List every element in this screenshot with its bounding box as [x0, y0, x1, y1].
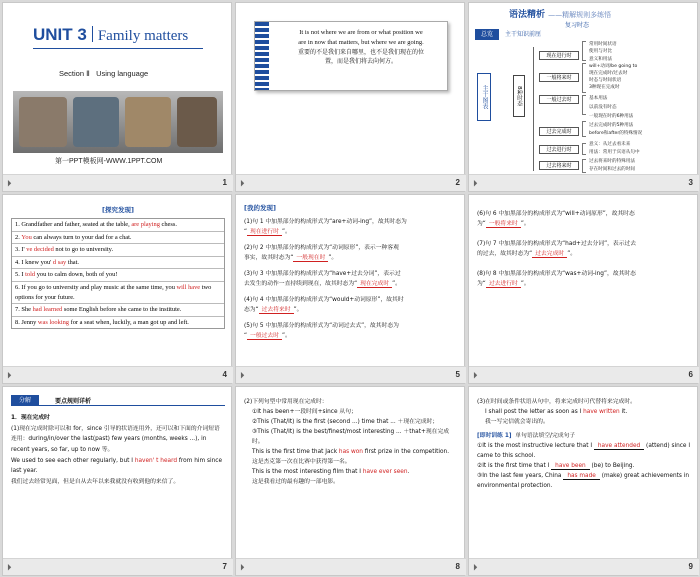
- slide-heading: 复习时态: [565, 22, 590, 29]
- slide-content: [3, 3, 233, 176]
- tree-leaf: 过去将来时的特殊用法: [589, 159, 635, 164]
- tree-node: 一般过去时: [539, 95, 579, 104]
- slide-play-icon[interactable]: ⏵: [7, 370, 12, 380]
- tense-count-label: 8种时态: [513, 75, 525, 117]
- tree-brace: [582, 95, 586, 115]
- slide-content: [469, 195, 699, 368]
- tree-node: 过去将来时: [539, 161, 579, 170]
- tree-brace: [582, 41, 586, 61]
- tree-leaf: 使用与对比: [589, 49, 612, 54]
- question-5: (5)句 5 中加黑部分的构成形式为“动词过去式”，故其时态为 “ 一般过去时 ”。: [244, 323, 399, 339]
- section-body: 1．现在完成时 (1)现在完成时除可以和 for，since 引导的状语连用外，还可以和下面的介词短语连用：during/in/over the last(past) few years (months, weeks ...), in recent years, so far, up to now 等。 We used to see each other regularly, but I haven' t heard from him since last year. 我们过去经常见面，但是自从去年以来我就没有收到他的来信了。: [11, 415, 223, 486]
- question-7: (7)句 7 中加黑部分的构成形式为“had+过去分词”，表示过去 的过去，故其时态为“ 过去完成时 ”。: [477, 241, 637, 257]
- slide-content: [3, 387, 233, 560]
- list-item: 3. I' ve decided not to go to university.: [12, 244, 224, 257]
- section-title: 要点规则详析: [55, 398, 92, 405]
- slide-number: 1: [222, 178, 227, 187]
- tree-brace: [582, 143, 586, 155]
- slide-thumbnail-7[interactable]: [2, 386, 232, 576]
- slide-heading: [我的发现]: [244, 204, 276, 212]
- question-1: (1)句 1 中加黑部分的构成形式为“are+动词-ing”，故其时态为 “ 现在进行时 ”。: [244, 219, 407, 235]
- list-item: 2. You can always turn to your dad for a chat.: [12, 232, 224, 245]
- slide-number: 4: [222, 370, 227, 379]
- overview-tag: 总览: [475, 29, 499, 40]
- slide-footer: [236, 174, 466, 191]
- side-label: 主干图表: [477, 73, 491, 121]
- watermark-caption: 第一PPT模板网-WWW.1PPT.COM: [55, 158, 163, 165]
- tree-brace: [582, 159, 586, 173]
- quote-text: It is not where we are from or what position we are in now that matters, but where we are going. 重要的不是我们来自哪里，也不是我们现在的位 置，而是我们将去向何方。: [297, 29, 424, 66]
- unit-label: UNIT 3: [33, 25, 87, 44]
- tree-node: 过去完成时: [539, 127, 579, 136]
- family-photo: [13, 91, 223, 153]
- slide-play-icon[interactable]: ⏵: [473, 370, 478, 380]
- tree-leaf: 存在时间和过去的时间: [589, 167, 635, 172]
- slide-content: [236, 3, 466, 176]
- slide-content: [236, 387, 466, 560]
- tree-brace: [582, 63, 586, 93]
- tree-node: 一般将来时: [539, 73, 579, 82]
- unit-subtitle: Family matters: [97, 28, 189, 44]
- slide-thumbnail-2[interactable]: [235, 2, 465, 192]
- tree-leaf: 一般现在时的6种用法: [589, 114, 634, 119]
- question-4: (4)句 4 中加黑部分的构成形式为“would+动词原形”，故其时 态为“ 过去将来时 ”。: [244, 297, 404, 313]
- slide-number: 5: [455, 370, 460, 379]
- decorative-stripe: [255, 22, 269, 90]
- slide-footer: [3, 366, 233, 383]
- slide-play-icon[interactable]: ⏵: [240, 370, 245, 380]
- example-list: [11, 218, 225, 329]
- section-body: (2)下列句型中常用现在完成时： ①It has been+一段时间+since 从句； ②This (That/It) is the first (second ...) time that ... ＋现在完成时； ③This (That/It) is the best/finest/most interesting ... ＋that+现在完成时。 This is the first time that Jack has won first prize in the competition. 这是杰克第一次在比赛中获得第一名。 This is the most interesting film that I have ever seen. 这是我看过的最有趣的一部电影。: [244, 399, 450, 485]
- slide-footer: [236, 558, 466, 575]
- title-divider: [33, 48, 203, 49]
- slide-footer: [469, 366, 699, 383]
- question-6: (6)句 6 中加黑部分的构成形式为“will+动词原形”，故其时态 为“ 一般将来时 ”。: [477, 211, 635, 227]
- slide-play-icon[interactable]: ⏵: [473, 178, 478, 188]
- question-3: (3)句 3 中加黑部分的构成形式为“have+过去分词”，表示过 去发生的动作一直持续到现在，故其时态为“ 现在完成时 ”。: [244, 271, 401, 287]
- tree-node: 现在进行时: [539, 51, 579, 60]
- tree-leaf: 常用时间状语: [589, 42, 617, 47]
- slide-footer: [469, 558, 699, 575]
- slide-play-icon[interactable]: ⏵: [7, 178, 12, 188]
- question-2: (2)句 2 中加黑部分的构成形式为“动词原形”，表示一种客观 事实，故其时态为“ 一般现在时 ”。: [244, 245, 399, 261]
- slide-title: [33, 25, 188, 45]
- slide-play-icon[interactable]: ⏵: [240, 562, 245, 572]
- tree-leaf: 时态与时间状语: [589, 78, 622, 83]
- slide-number: 2: [455, 178, 460, 187]
- slide-footer: [3, 558, 233, 575]
- section-header: [11, 395, 225, 406]
- slide-thumbnail-6[interactable]: [468, 194, 698, 384]
- tree-leaf: before和after的特殊情况: [589, 131, 643, 136]
- slide-thumbnail-5[interactable]: [235, 194, 465, 384]
- section-label: Section Ⅱ Using language: [59, 69, 149, 78]
- quote-box: [254, 21, 448, 91]
- question-8: (8)句 8 中加黑部分的构成形式为“was+动词-ing”，故其时态 为“ 过去进行时 ”。: [477, 271, 636, 287]
- slide-footer: [3, 174, 233, 191]
- list-item: 6. If you go to university and play music at the same time, you will have two options for your future.: [12, 282, 224, 304]
- list-item: 4. I knew you' d say that.: [12, 257, 224, 270]
- tree-brace: [582, 121, 586, 137]
- tree-leaf: 基本用法: [589, 96, 608, 101]
- slide-number: 7: [222, 562, 227, 571]
- tree-leaf: will+动词/be going to: [589, 64, 638, 69]
- tree-leaf: 意义和用法: [589, 57, 612, 62]
- tree-leaf: 过去完成时的5种用法: [589, 123, 634, 128]
- slide-title: 语法精析 ——精解规则多练悟: [509, 10, 612, 20]
- list-item: 8. Jenny was looking for a seat when, luckily, a man got up and left.: [15, 318, 189, 326]
- list-item: 5. I told you to calm down, both of you!: [12, 269, 224, 282]
- slide-thumbnail-4[interactable]: [2, 194, 232, 384]
- list-item: 1. Grandfather and father, seated at the table, are playing chess.: [12, 219, 224, 232]
- tree-line: [533, 47, 534, 171]
- tree-node: 过去进行时: [539, 145, 579, 154]
- slide-thumbnail-8[interactable]: [235, 386, 465, 576]
- slide-number: 6: [688, 370, 693, 379]
- slide-play-icon[interactable]: ⏵: [473, 562, 478, 572]
- slide-number: 8: [455, 562, 460, 571]
- tree-leaf: 3种现在完成时: [589, 85, 620, 90]
- slide-content: [236, 195, 466, 368]
- slide-content: [3, 195, 233, 368]
- slide-content: [469, 387, 699, 560]
- slide-play-icon[interactable]: ⏵: [7, 562, 12, 572]
- tree-leaf: 现在完成时/过去时: [589, 71, 628, 76]
- slide-footer: [469, 174, 699, 191]
- list-item: 7. She had learned some English before she came to the institute.: [12, 304, 224, 317]
- slide-thumbnail-3[interactable]: [468, 2, 698, 192]
- section-tag: 分解: [11, 395, 39, 406]
- slide-play-icon[interactable]: ⏵: [240, 178, 245, 188]
- tree-leaf: 意义：从过去看未来: [589, 142, 631, 147]
- section-body: (3)在时间或条件状语从句中，将来完成时可代替将来完成时。 I shall post the letter as soon as I have written it. 我一写完信就会寄出的。 [即时训练 1] 单句语法填空/完成句子 ①It is the most instructive lecture that I have attended (attend) since I came to this school. ②It is the first time that I have been (be) to Beijing. ③In the last few years, China has made (make) great achievements in environmental protection.: [477, 399, 691, 489]
- tree-leaf: 用法：常用于宾语从句中: [589, 150, 640, 155]
- slide-content: [469, 3, 699, 176]
- tree-leaf: 以前没有时态: [589, 105, 617, 110]
- slide-footer: [236, 366, 466, 383]
- slide-thumbnail-1[interactable]: [2, 2, 232, 192]
- slide-heading: [探究发现]: [102, 206, 134, 214]
- overview-text: 主干知识前厘: [505, 31, 542, 38]
- slide-thumbnail-9[interactable]: [468, 386, 698, 576]
- slide-number: 3: [688, 178, 693, 187]
- slide-number: 9: [688, 562, 693, 571]
